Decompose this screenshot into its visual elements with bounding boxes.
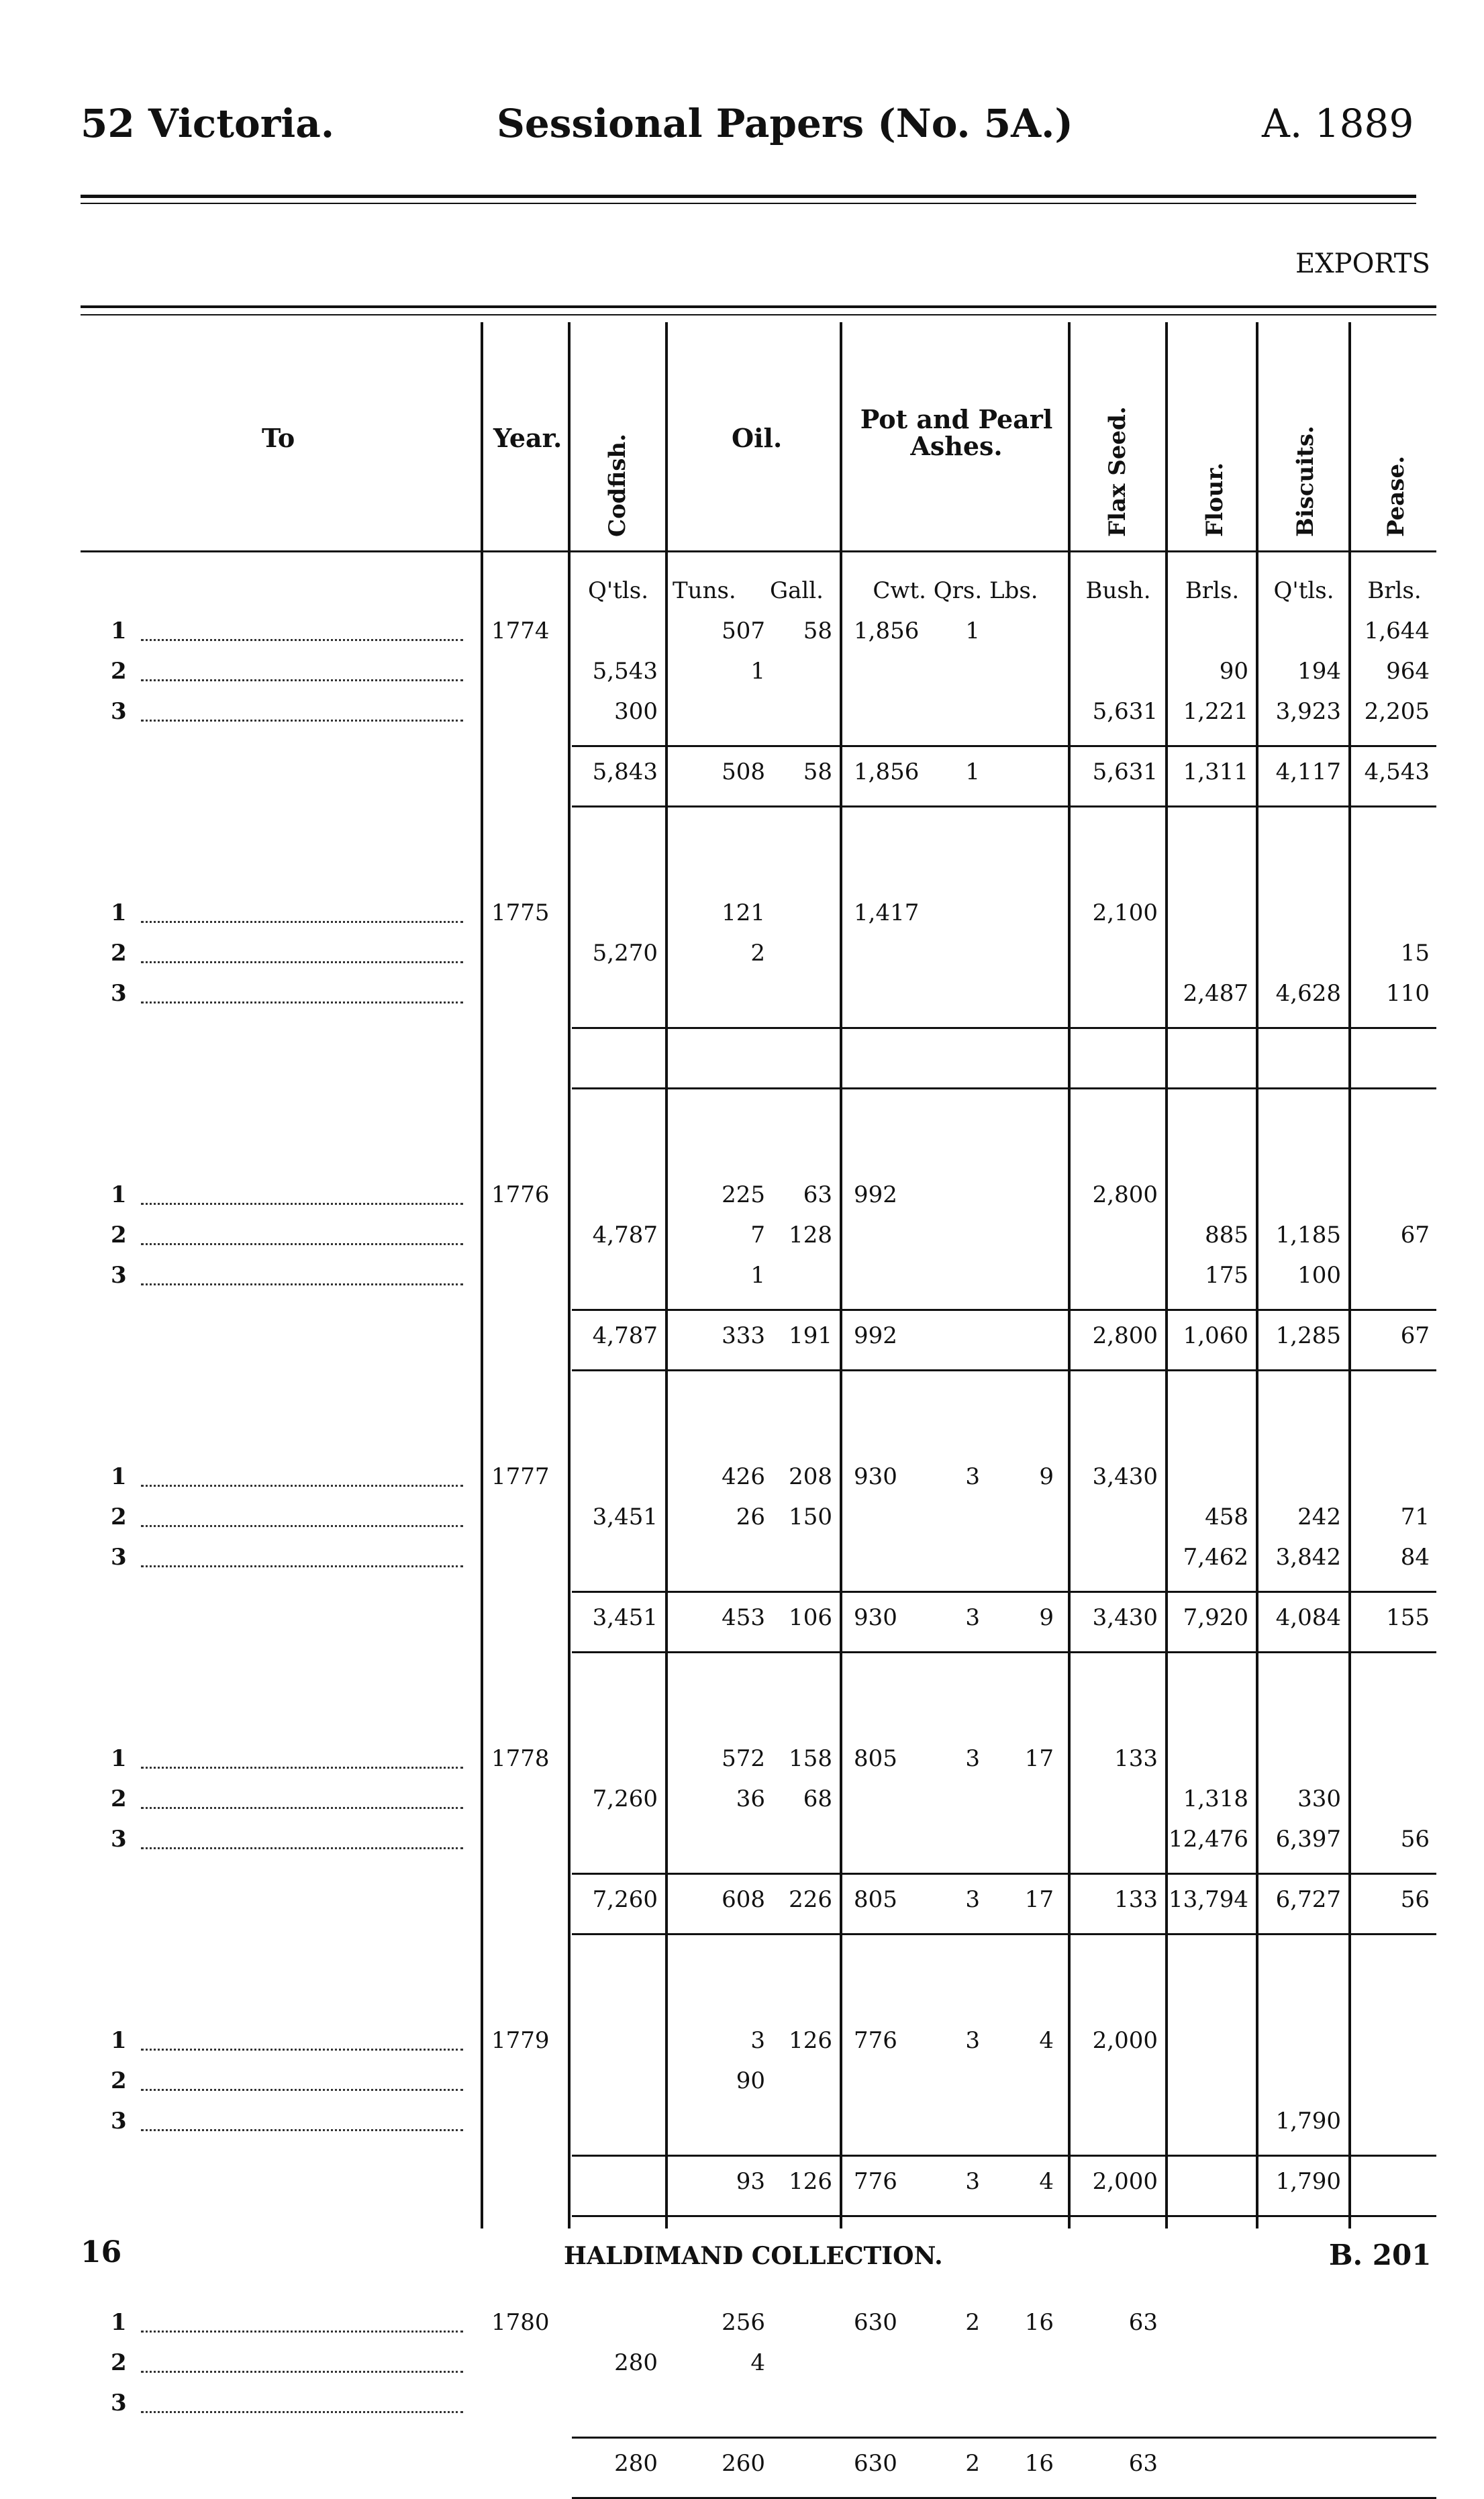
group-end-rule [572,1369,1436,1371]
col-header-ashes: Pot and Pearl Ashes. [860,404,1053,461]
row-number: 3 [111,2390,127,2416]
oil-tuns-cell: 1 [750,1262,765,1289]
biscuits-cell: 4,628 [1275,980,1341,1007]
group-end-rule [572,2215,1436,2217]
total-oil-gall: 226 [789,1886,832,1913]
subtotal-rule [572,1027,1436,1029]
oil-tuns-cell: 426 [722,1463,765,1490]
row-number: 2 [111,1504,127,1530]
col-header-biscuits: Biscuits. [1292,426,1319,537]
leader-dots [141,1485,463,1487]
oil-tuns-cell: 26 [736,1504,765,1530]
ashes-cwt-cell: 630 [854,2309,897,2336]
column-rule [1068,322,1071,2228]
ashes-qrs-cell: 1 [965,618,980,644]
total-biscuits: 1,790 [1275,2168,1341,2195]
oil-tuns-cell: 225 [722,1181,765,1208]
leader-dots [141,1847,463,1849]
leader-dots [141,639,463,641]
oil-gall-cell: 63 [803,1181,832,1208]
section-title: EXPORTS [1295,248,1430,279]
unit-biscuits: Q'tls. [1273,577,1334,604]
oil-tuns-cell: 256 [722,2309,765,2336]
subtotal-rule [572,2437,1436,2439]
biscuits-cell: 100 [1297,1262,1341,1289]
codfish-cell: 3,451 [592,1504,658,1530]
row-number: 3 [111,698,127,725]
total-codfish: 7,260 [592,1886,658,1913]
leader-dots [141,1767,463,1769]
row-number: 1 [111,1463,127,1490]
column-rule [1348,322,1351,2228]
total-ashes-lbs: 4 [1039,2168,1054,2195]
ashes-cwt-cell: 992 [854,1181,897,1208]
oil-tuns-cell: 2 [750,940,765,967]
pease-cell: 84 [1400,1544,1430,1571]
row-number: 2 [111,2349,127,2376]
ashes-lbs-cell: 16 [1024,2309,1054,2336]
row-number: 3 [111,1544,127,1571]
leader-dots [141,1243,463,1245]
subtotal-rule [572,1873,1436,1875]
ashes-lbs-cell: 4 [1039,2027,1054,2054]
row-number: 3 [111,1826,127,1853]
page-header-right: A. 1889 [1262,101,1414,146]
flour-cell: 90 [1219,658,1248,685]
total-biscuits: 4,117 [1275,758,1341,785]
leader-dots [141,720,463,722]
total-flax: 63 [1128,2450,1158,2477]
leader-dots [141,1525,463,1527]
year-cell: 1776 [491,1181,550,1208]
total-codfish: 4,787 [592,1322,658,1349]
column-rule [665,322,668,2228]
leader-dots [141,2411,463,2413]
flax-cell: 133 [1114,1745,1158,1772]
total-ashes-qrs: 3 [965,1604,980,1631]
row-number: 1 [111,2309,127,2336]
year-cell: 1780 [491,2309,550,2336]
total-codfish: 280 [614,2450,658,2477]
row-number: 3 [111,1262,127,1289]
flax-cell: 2,100 [1092,899,1158,926]
total-flax: 2,000 [1092,2168,1158,2195]
total-ashes-cwt: 1,856 [854,758,920,785]
row-number: 3 [111,2108,127,2135]
oil-tuns-cell: 7 [750,1222,765,1248]
leader-dots [141,2129,463,2131]
flour-cell: 1,221 [1183,698,1248,725]
total-ashes-cwt: 630 [854,2450,897,2477]
ashes-cwt-cell: 776 [854,2027,897,2054]
ashes-qrs-cell: 2 [965,2309,980,2336]
table-top-rule [81,305,1436,308]
pease-cell: 56 [1400,1826,1430,1853]
oil-tuns-cell: 36 [736,1785,765,1812]
total-pease: 67 [1400,1322,1430,1349]
pease-cell: 964 [1386,658,1430,685]
total-codfish: 5,843 [592,758,658,785]
subtotal-rule [572,745,1436,747]
row-number: 2 [111,2067,127,2094]
group-end-rule [572,1933,1436,1935]
flour-cell: 175 [1205,1262,1248,1289]
ashes-cwt-cell: 805 [854,1745,897,1772]
total-pease: 155 [1386,1604,1430,1631]
oil-tuns-cell: 4 [750,2349,765,2376]
leader-dots [141,961,463,963]
pease-cell: 110 [1386,980,1430,1007]
leader-dots [141,1203,463,1205]
total-biscuits: 1,285 [1275,1322,1341,1349]
collection-name: HALDIMAND COLLECTION. [564,2242,943,2270]
row-number: 2 [111,1222,127,1248]
unit-codfish: Q'tls. [587,577,648,604]
total-biscuits: 6,727 [1275,1886,1341,1913]
oil-tuns-cell: 507 [722,618,765,644]
total-oil-tuns: 260 [722,2450,765,2477]
column-rule [568,322,571,2228]
codfish-cell: 4,787 [592,1222,658,1248]
subtotal-rule [572,1591,1436,1593]
total-oil-gall: 106 [789,1604,832,1631]
total-ashes-lbs: 9 [1039,1604,1054,1631]
group-end-rule [572,1651,1436,1653]
ashes-qrs-cell: 3 [965,2027,980,2054]
col-header-oil: Oil. [732,423,783,453]
flour-cell: 7,462 [1183,1544,1248,1571]
ashes-qrs-cell: 3 [965,1745,980,1772]
total-ashes-qrs: 1 [965,758,980,785]
total-ashes-cwt: 992 [854,1322,897,1349]
col-header-codfish: Codfish. [604,434,631,537]
codfish-cell: 5,270 [592,940,658,967]
oil-gall-cell: 68 [803,1785,832,1812]
pease-cell: 2,205 [1364,698,1430,725]
col-header-year: Year. [493,423,562,453]
leader-dots [141,679,463,681]
biscuits-cell: 3,923 [1275,698,1341,725]
total-oil-gall: 58 [803,758,832,785]
total-codfish: 3,451 [592,1604,658,1631]
total-oil-tuns: 453 [722,1604,765,1631]
leader-dots [141,1283,463,1285]
oil-tuns-cell: 121 [722,899,765,926]
subtotal-rule [572,1309,1436,1311]
ashes-cwt-cell: 1,856 [854,618,920,644]
pease-cell: 1,644 [1364,618,1430,644]
leader-dots [141,1565,463,1567]
header-bottom-rule [81,550,1436,552]
col-header-flax: Flax Seed. [1104,406,1131,537]
col-header-pease: Pease. [1383,456,1409,537]
page-header-center: Sessional Papers (No. 5A.) [497,101,1073,146]
pease-cell: 71 [1400,1504,1430,1530]
header-rule-thin [81,203,1416,204]
total-ashes-qrs: 3 [965,1886,980,1913]
ashes-qrs-cell: 3 [965,1463,980,1490]
column-rule [481,322,483,2228]
year-cell: 1775 [491,899,550,926]
row-number: 1 [111,618,127,644]
leader-dots [141,921,463,923]
total-pease: 56 [1400,1886,1430,1913]
total-ashes-cwt: 930 [854,1604,897,1631]
total-oil-tuns: 608 [722,1886,765,1913]
biscuits-cell: 1,790 [1275,2108,1341,2135]
total-flax: 2,800 [1092,1322,1158,1349]
biscuits-cell: 3,842 [1275,1544,1341,1571]
leader-dots [141,2331,463,2333]
codfish-cell: 7,260 [592,1785,658,1812]
total-flax: 133 [1114,1886,1158,1913]
total-ashes-cwt: 776 [854,2168,897,2195]
total-flour: 13,794 [1169,1886,1248,1913]
unit-flax: Bush. [1085,577,1151,604]
leader-dots [141,1001,463,1003]
biscuits-cell: 1,185 [1275,1222,1341,1248]
leader-dots [141,2371,463,2373]
oil-tuns-cell: 1 [750,658,765,685]
row-number: 2 [111,940,127,967]
col-header-flour: Flour. [1201,462,1228,537]
oil-gall-cell: 158 [789,1745,832,1772]
total-flour: 1,060 [1183,1322,1248,1349]
row-number: 2 [111,1785,127,1812]
row-number: 1 [111,899,127,926]
ashes-lbs-cell: 9 [1039,1463,1054,1490]
col-header-to: To [262,423,295,453]
total-oil-tuns: 93 [736,2168,765,2195]
group-end-rule [572,805,1436,807]
leader-dots [141,1807,463,1809]
total-ashes-cwt: 805 [854,1886,897,1913]
ashes-cwt-cell: 930 [854,1463,897,1490]
column-rule [1256,322,1258,2228]
total-ashes-qrs: 3 [965,2168,980,2195]
flax-cell: 2,000 [1092,2027,1158,2054]
ashes-cwt-cell: 1,417 [854,899,920,926]
total-ashes-lbs: 17 [1024,1886,1054,1913]
total-ashes-qrs: 2 [965,2450,980,2477]
oil-tuns-cell: 572 [722,1745,765,1772]
subtotal-rule [572,2155,1436,2157]
unit-ashes: Cwt. Qrs. Lbs. [873,577,1038,604]
flax-cell: 3,430 [1092,1463,1158,1490]
page-header-left: 52 Victoria. [81,101,335,146]
flax-cell: 5,631 [1092,698,1158,725]
codfish-cell: 300 [614,698,658,725]
biscuits-cell: 242 [1297,1504,1341,1530]
biscuits-cell: 330 [1297,1785,1341,1812]
oil-gall-cell: 126 [789,2027,832,2054]
total-biscuits: 4,084 [1275,1604,1341,1631]
total-ashes-lbs: 16 [1024,2450,1054,2477]
unit-oil-gall: Gall. [770,577,824,604]
oil-gall-cell: 128 [789,1222,832,1248]
total-oil-tuns: 508 [722,758,765,785]
flour-cell: 885 [1205,1222,1248,1248]
flour-cell: 2,487 [1183,980,1248,1007]
oil-gall-cell: 58 [803,618,832,644]
total-flour: 7,920 [1183,1604,1248,1631]
pease-cell: 67 [1400,1222,1430,1248]
year-cell: 1777 [491,1463,550,1490]
flour-cell: 458 [1205,1504,1248,1530]
flour-cell: 12,476 [1169,1826,1248,1853]
ashes-lbs-cell: 17 [1024,1745,1054,1772]
flax-cell: 2,800 [1092,1181,1158,1208]
unit-flour: Brls. [1185,577,1240,604]
total-flax: 3,430 [1092,1604,1158,1631]
leader-dots [141,2049,463,2051]
total-oil-gall: 191 [789,1322,832,1349]
codfish-cell: 5,543 [592,658,658,685]
oil-gall-cell: 208 [789,1463,832,1490]
row-number: 3 [111,980,127,1007]
total-oil-tuns: 333 [722,1322,765,1349]
reference-code: B. 201 [1329,2239,1432,2271]
pease-cell: 15 [1400,940,1430,967]
row-number: 1 [111,1181,127,1208]
total-pease: 4,543 [1364,758,1430,785]
year-cell: 1778 [491,1745,550,1772]
total-oil-gall: 126 [789,2168,832,2195]
column-rule [840,322,842,2228]
year-cell: 1774 [491,618,550,644]
leader-dots [141,2089,463,2091]
oil-tuns-cell: 3 [750,2027,765,2054]
biscuits-cell: 6,397 [1275,1826,1341,1853]
table-top-rule-2 [81,314,1436,315]
year-cell: 1779 [491,2027,550,2054]
oil-gall-cell: 150 [789,1504,832,1530]
unit-oil-tuns: Tuns. [673,577,736,604]
biscuits-cell: 194 [1297,658,1341,685]
flour-cell: 1,318 [1183,1785,1248,1812]
row-number: 1 [111,1745,127,1772]
codfish-cell: 280 [614,2349,658,2376]
row-number: 1 [111,2027,127,2054]
header-rule [81,195,1416,198]
oil-tuns-cell: 90 [736,2067,765,2094]
group-end-rule [572,1087,1436,1089]
page-number: 16 [81,2235,122,2269]
total-flour: 1,311 [1183,758,1248,785]
total-flax: 5,631 [1092,758,1158,785]
row-number: 2 [111,658,127,685]
flax-cell: 63 [1128,2309,1158,2336]
column-rule [1165,322,1168,2228]
unit-pease: Brls. [1367,577,1422,604]
